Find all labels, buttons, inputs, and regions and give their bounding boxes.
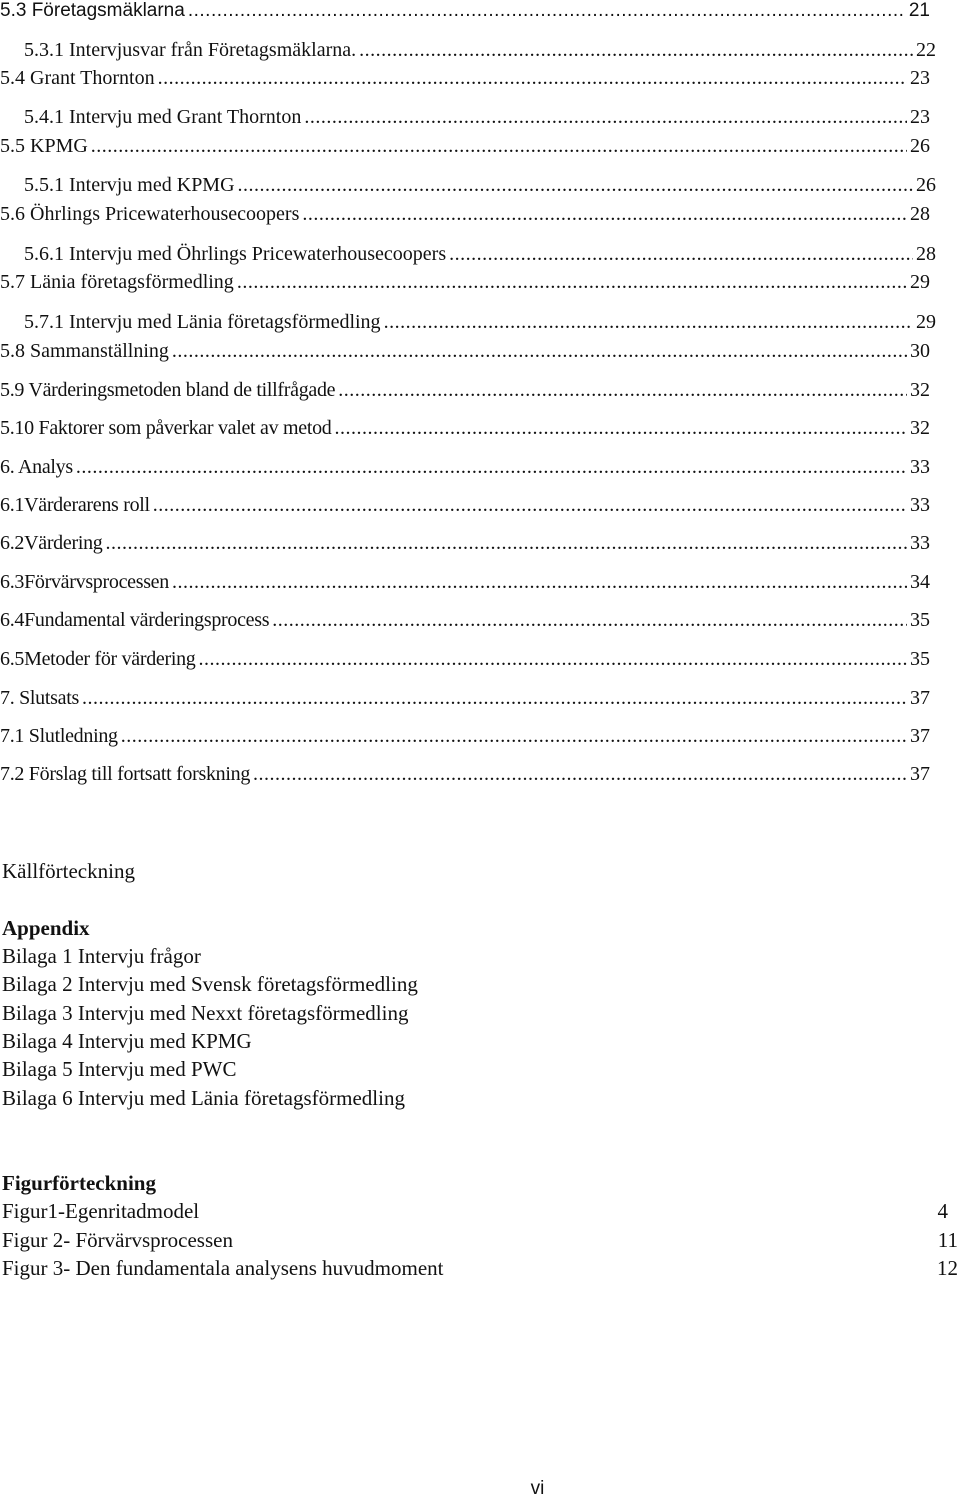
toc-entry-label: 6.1Värderarens roll <box>0 494 150 517</box>
toc-entry-label: 5.6.1 Intervju med Öhrlings Pricewaterhousecoopers <box>24 243 446 266</box>
figure-entry-page: 12 <box>937 1256 960 1281</box>
toc-entry[interactable] <box>24 311 936 341</box>
dot-leader <box>304 106 907 129</box>
appendix-item[interactable]: Bilaga 4 Intervju med KPMG <box>2 1029 252 1054</box>
dot-leader <box>334 417 907 440</box>
figure-entry[interactable] <box>2 1199 960 1224</box>
toc-entry-label: 5.7 Länia företagsförmedling <box>0 271 234 294</box>
dot-leader <box>121 725 907 748</box>
dot-leader <box>172 340 907 363</box>
dot-leader <box>449 243 913 266</box>
toc-entry-label: 7.1 Slutledning <box>0 725 118 748</box>
toc-entry-page: 34 <box>910 571 930 594</box>
toc-entry-label: 6. Analys <box>0 456 73 479</box>
figures-heading: Figurförteckning <box>2 1171 156 1196</box>
toc-entry[interactable] <box>0 340 930 370</box>
toc-entry-page: 33 <box>910 494 930 517</box>
toc-entry-label: 6.5Metoder för värdering <box>0 648 196 671</box>
toc-entry-page: 22 <box>916 39 936 62</box>
appendix-item[interactable]: Bilaga 3 Intervju med Nexxt företagsförmedling <box>2 1001 408 1026</box>
toc-entry-page: 23 <box>910 106 930 129</box>
page-number: vi <box>0 1478 960 1500</box>
toc-entry-label: 5.7.1 Intervju med Länia företagsförmedling <box>24 311 381 334</box>
toc-entry[interactable] <box>24 243 936 273</box>
toc-entry-page: 29 <box>910 271 930 294</box>
toc-entry-page: 37 <box>910 763 930 786</box>
dot-leader <box>199 648 907 671</box>
toc-entry-page: 23 <box>910 67 930 90</box>
figure-entry-label: Figur1-Egenritadmodel <box>2 1199 199 1224</box>
toc-entry[interactable] <box>0 379 930 409</box>
dot-leader <box>158 67 907 90</box>
dot-leader <box>76 456 907 479</box>
toc-entry-page: 26 <box>916 174 936 197</box>
dot-leader <box>105 532 907 555</box>
toc-entry-page: 35 <box>910 609 930 632</box>
toc-entry[interactable] <box>0 609 930 639</box>
toc-entry-label: 5.5 KPMG <box>0 135 88 158</box>
figure-entry[interactable] <box>2 1256 960 1281</box>
toc-entry-page: 30 <box>910 340 930 363</box>
dot-leader <box>82 687 907 710</box>
toc-entry[interactable] <box>0 763 930 793</box>
toc-entry-label: 5.10 Faktorer som påverkar valet av metod <box>0 417 331 440</box>
toc-entry[interactable] <box>24 174 936 204</box>
toc-entry-page: 37 <box>910 725 930 748</box>
dot-leader <box>188 0 906 22</box>
toc-entry-label: 5.4.1 Intervju med Grant Thornton <box>24 106 301 129</box>
dot-leader <box>253 763 907 786</box>
toc-entry-page: 32 <box>910 417 930 440</box>
toc-entry-page: 32 <box>910 379 930 402</box>
toc-entry-label: 5.5.1 Intervju med KPMG <box>24 174 235 197</box>
toc-entry-label: 6.3Förvärvsprocessen <box>0 571 169 594</box>
toc-entry-label: 5.9 Värderingsmetoden bland de tillfrågade <box>0 379 335 402</box>
toc-entry-page: 28 <box>910 203 930 226</box>
dot-leader <box>238 174 913 197</box>
dot-leader <box>153 494 907 517</box>
toc-entry-page: 37 <box>910 687 930 710</box>
toc-entry[interactable] <box>0 648 930 678</box>
toc-entry-label: 5.3 Företagsmäklarna <box>0 0 185 22</box>
dot-leader <box>91 135 907 158</box>
appendix-item[interactable]: Bilaga 5 Intervju med PWC <box>2 1057 236 1082</box>
toc-entry-label: 7. Slutsats <box>0 687 79 710</box>
toc-entry-page: 21 <box>909 0 930 22</box>
toc-entry-label: 5.6 Öhrlings Pricewaterhousecoopers <box>0 203 299 226</box>
toc-entry[interactable] <box>0 456 930 486</box>
toc-entry[interactable] <box>0 135 930 165</box>
figure-entry[interactable] <box>2 1228 960 1253</box>
toc-entry[interactable] <box>0 271 930 301</box>
appendix-item[interactable]: Bilaga 2 Intervju med Svensk företagsförmedling <box>2 972 418 997</box>
dot-leader <box>272 609 907 632</box>
toc-entry-label: 5.4 Grant Thornton <box>0 67 155 90</box>
toc-entry-page: 33 <box>910 456 930 479</box>
toc-entry[interactable] <box>0 67 930 97</box>
dot-leader <box>359 39 913 62</box>
toc-entry[interactable] <box>0 203 930 233</box>
toc-entry[interactable] <box>0 532 930 562</box>
toc-entry[interactable] <box>0 571 930 601</box>
dot-leader <box>302 203 907 226</box>
appendix-item[interactable]: Bilaga 1 Intervju frågor <box>2 944 201 969</box>
appendix-item[interactable]: Bilaga 6 Intervju med Länia företagsförmedling <box>2 1086 405 1111</box>
toc-entry[interactable] <box>0 0 930 30</box>
toc-entry[interactable] <box>24 39 936 69</box>
dot-leader <box>172 571 907 594</box>
toc-entry[interactable] <box>0 417 930 447</box>
references-heading[interactable]: Källförteckning <box>2 859 135 884</box>
toc-entry[interactable] <box>0 494 930 524</box>
appendix-heading: Appendix <box>2 916 90 941</box>
toc-entry-page: 28 <box>916 243 936 266</box>
dot-leader <box>384 311 913 334</box>
figure-entry-page: 11 <box>938 1228 960 1253</box>
figure-entry-label: Figur 3- Den fundamentala analysens huvudmoment <box>2 1256 443 1281</box>
figure-entry-label: Figur 2- Förvärvsprocessen <box>2 1228 233 1253</box>
toc-entry-page: 35 <box>910 648 930 671</box>
toc-entry-page: 26 <box>910 135 930 158</box>
toc-entry-label: 6.4Fundamental värderingsprocess <box>0 609 269 632</box>
toc-entry-page: 29 <box>916 311 936 334</box>
toc-entry-label: 6.2Värdering <box>0 532 102 555</box>
toc-entry-page: 33 <box>910 532 930 555</box>
toc-entry-label: 7.2 Förslag till fortsatt forskning <box>0 763 250 786</box>
toc-entry-label: 5.8 Sammanställning <box>0 340 169 363</box>
dot-leader <box>338 379 907 402</box>
toc-entry-label: 5.3.1 Intervjusvar från Företagsmäklarna. <box>24 39 356 62</box>
toc-entry[interactable] <box>0 725 930 755</box>
toc-entry[interactable] <box>0 687 930 717</box>
figure-entry-page: 4 <box>938 1199 960 1224</box>
toc-entry[interactable] <box>24 106 930 136</box>
dot-leader <box>237 271 907 294</box>
